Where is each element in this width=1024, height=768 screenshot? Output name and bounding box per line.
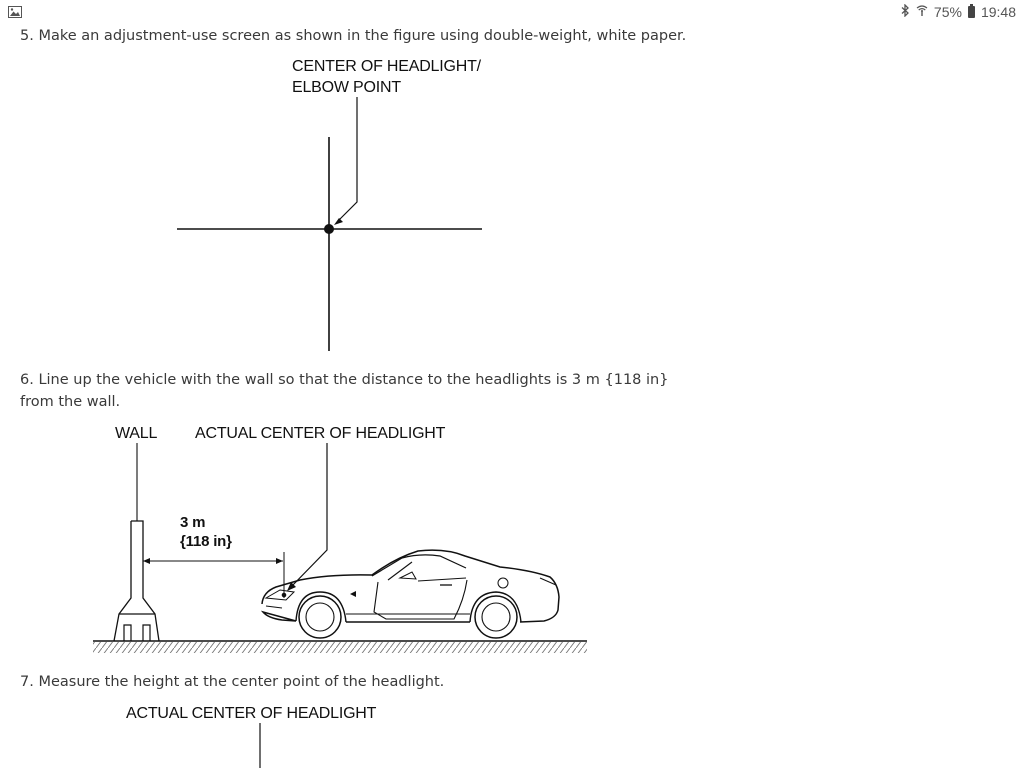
- battery-percent: 75%: [933, 4, 962, 20]
- step-6-text-line2: from the wall.: [20, 394, 121, 410]
- figure3-center-label: ACTUAL CENTER OF HEADLIGHT: [126, 705, 377, 722]
- step-7-text: 7. Measure the height at the center point of the headlight.: [20, 674, 445, 690]
- image-icon: [8, 5, 22, 23]
- battery-icon: [968, 6, 975, 18]
- bluetooth-icon: [901, 4, 910, 20]
- status-bar: [0, 0, 1024, 24]
- distance-meters-label: 3 m: [180, 514, 206, 531]
- wifi-icon: [916, 4, 928, 20]
- distance-inches-label: {118 in}: [180, 533, 232, 550]
- step-5-text: 5. Make an adjustment-use screen as shown in the figure using double-weight, white paper.: [20, 28, 687, 44]
- figure1-label-line1: CENTER OF HEADLIGHT/: [292, 58, 481, 75]
- actual-center-label: ACTUAL CENTER OF HEADLIGHT: [195, 425, 446, 442]
- clock-time: 19:48: [980, 4, 1016, 20]
- wall-label: WALL: [115, 425, 158, 442]
- figure1-label-line2: ELBOW POINT: [292, 79, 401, 96]
- step-6-text-line1: 6. Line up the vehicle with the wall so that the distance to the headlights is 3 m {118 in}: [20, 372, 669, 388]
